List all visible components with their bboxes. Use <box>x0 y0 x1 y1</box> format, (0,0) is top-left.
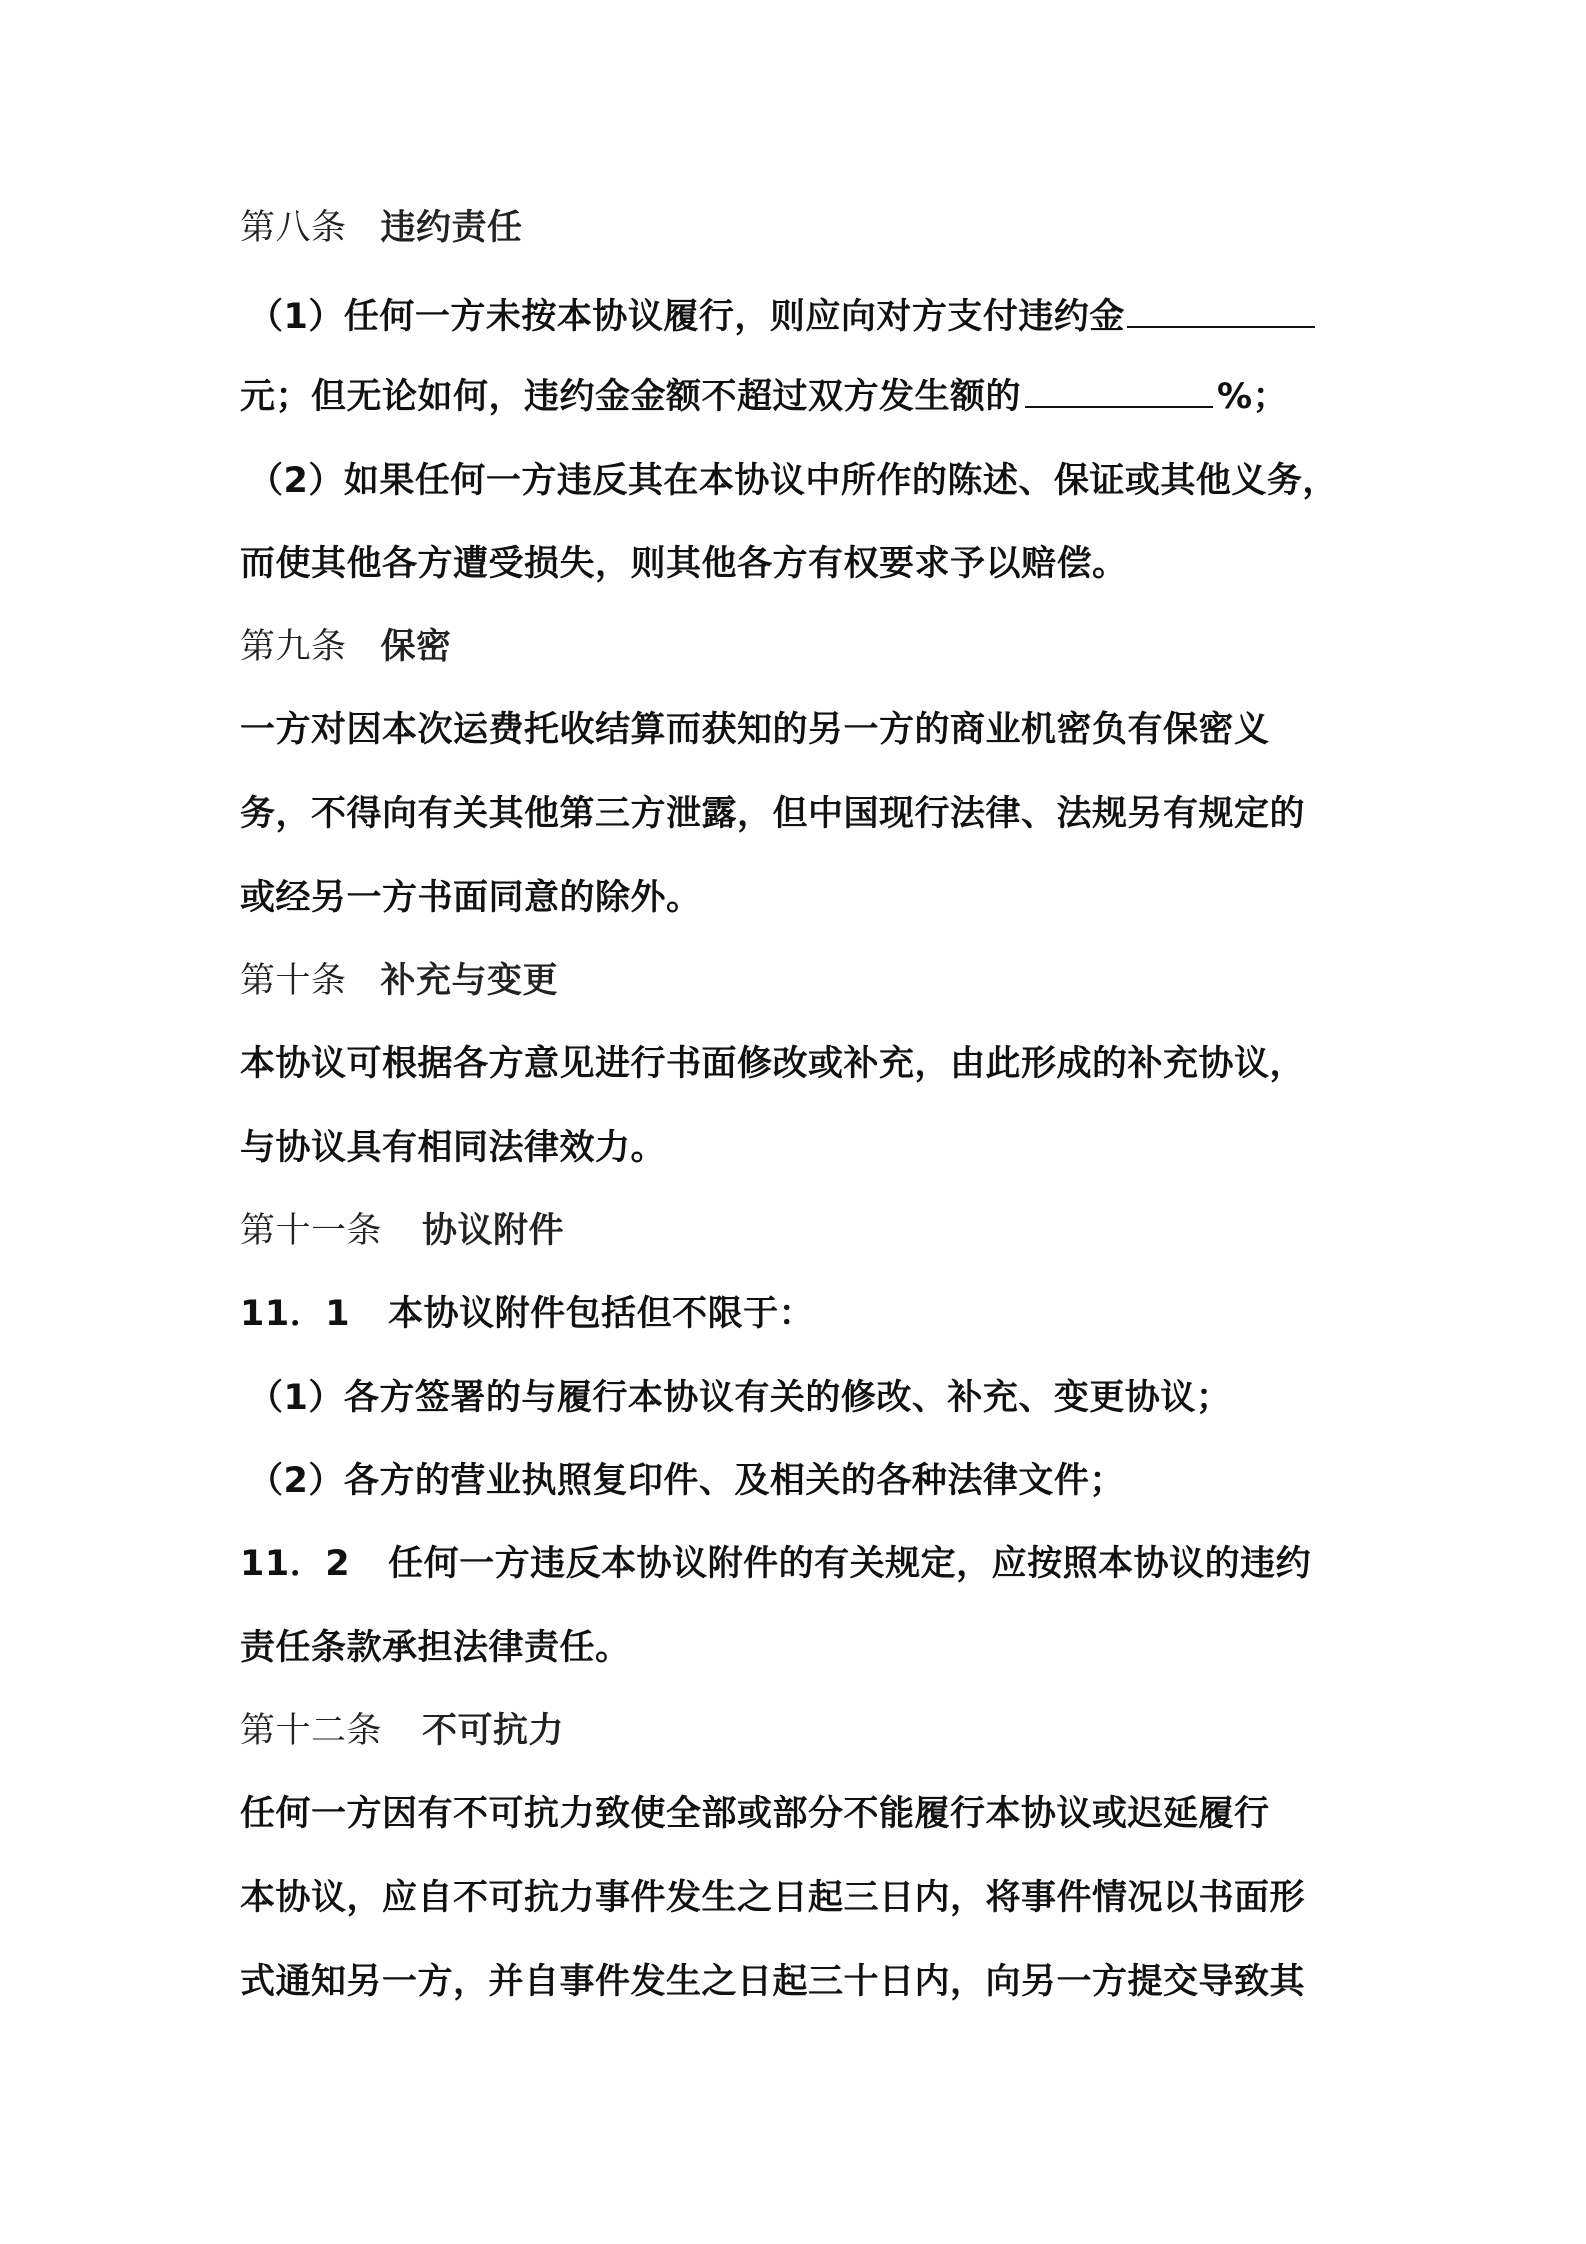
penalty-percent-blank <box>1025 376 1213 408</box>
article-12-number: 第十二条 <box>240 1711 383 1751</box>
article-11-title: 协议附件 <box>422 1211 565 1251</box>
section-11-2-number: 11．2 <box>240 1544 351 1584</box>
article-9-line-3: 或经另一方书面同意的除外。 <box>240 878 702 918</box>
article-8-title: 违约责任 <box>380 208 523 248</box>
article-11-item-1: （1）各方签署的与履行本协议有关的修改、补充、变更协议； <box>248 1378 1232 1418</box>
article-8-item-2-line-2: 而使其他各方遭受损失，则其他各方有权要求予以赔偿。 <box>240 544 1128 584</box>
article-10-line-1: 本协议可根据各方意见进行书面修改或补充，由此形成的补充协议， <box>240 1044 1306 1084</box>
article-8-item-1-line-1 <box>248 293 1315 341</box>
article-8-percent-sign: %； <box>1217 377 1289 417</box>
article-9-heading <box>240 623 452 671</box>
article-10-number: 第十条 <box>240 961 347 1001</box>
article-9-line-2: 务，不得向有关其他第三方泄露，但中国现行法律、法规另有规定的 <box>240 794 1306 834</box>
article-11-item-2: （2）各方的营业执照复印件、及相关的各种法律文件； <box>248 1461 1125 1501</box>
article-8-item-2-line-1: （2）如果任何一方违反其在本协议中所作的陈述、保证或其他义务， <box>248 461 1338 501</box>
penalty-amount-blank <box>1127 296 1315 328</box>
article-12-line-3: 式通知另一方，并自事件发生之日起三十日内，向另一方提交导致其 <box>240 1962 1306 2002</box>
article-12-title: 不可抗力 <box>422 1711 565 1751</box>
article-10-heading <box>240 957 558 1005</box>
article-9-line-1: 一方对因本次运费托收结算而获知的另一方的商业机密负有保密义 <box>240 710 1270 750</box>
article-10-title: 补充与变更 <box>380 961 559 1001</box>
article-8-item-1-text: （1）任何一方未按本协议履行，则应向对方支付违约金 <box>248 297 1125 337</box>
section-11-2-text: 任何一方违反本协议附件的有关规定，应按照本协议的违约 <box>388 1544 1312 1584</box>
article-11-heading <box>240 1207 564 1255</box>
article-11-number: 第十一条 <box>240 1211 383 1251</box>
article-9-title: 保密 <box>380 627 452 667</box>
article-12-heading <box>240 1707 564 1755</box>
article-12-line-2: 本协议，应自不可抗力事件发生之日起三日内，将事件情况以书面形 <box>240 1878 1306 1918</box>
section-11-1-number: 11．1 <box>240 1294 351 1334</box>
section-11-1-text: 本协议附件包括但不限于： <box>388 1294 815 1334</box>
article-8-item-1-cont: 元；但无论如何，违约金金额不超过双方发生额的 <box>240 377 1022 417</box>
article-8-number: 第八条 <box>240 208 347 248</box>
article-9-number: 第九条 <box>240 627 347 667</box>
article-8-heading <box>240 204 523 252</box>
article-12-line-1: 任何一方因有不可抗力致使全部或部分不能履行本协议或迟延履行 <box>240 1794 1270 1834</box>
article-11-section-2 <box>240 1540 1311 1588</box>
article-11-section-1 <box>240 1290 814 1338</box>
article-10-line-2: 与协议具有相同法律效力。 <box>240 1128 667 1168</box>
article-11-section-2-line-2: 责任条款承担法律责任。 <box>240 1628 631 1668</box>
article-8-item-1-line-2 <box>240 373 1288 421</box>
